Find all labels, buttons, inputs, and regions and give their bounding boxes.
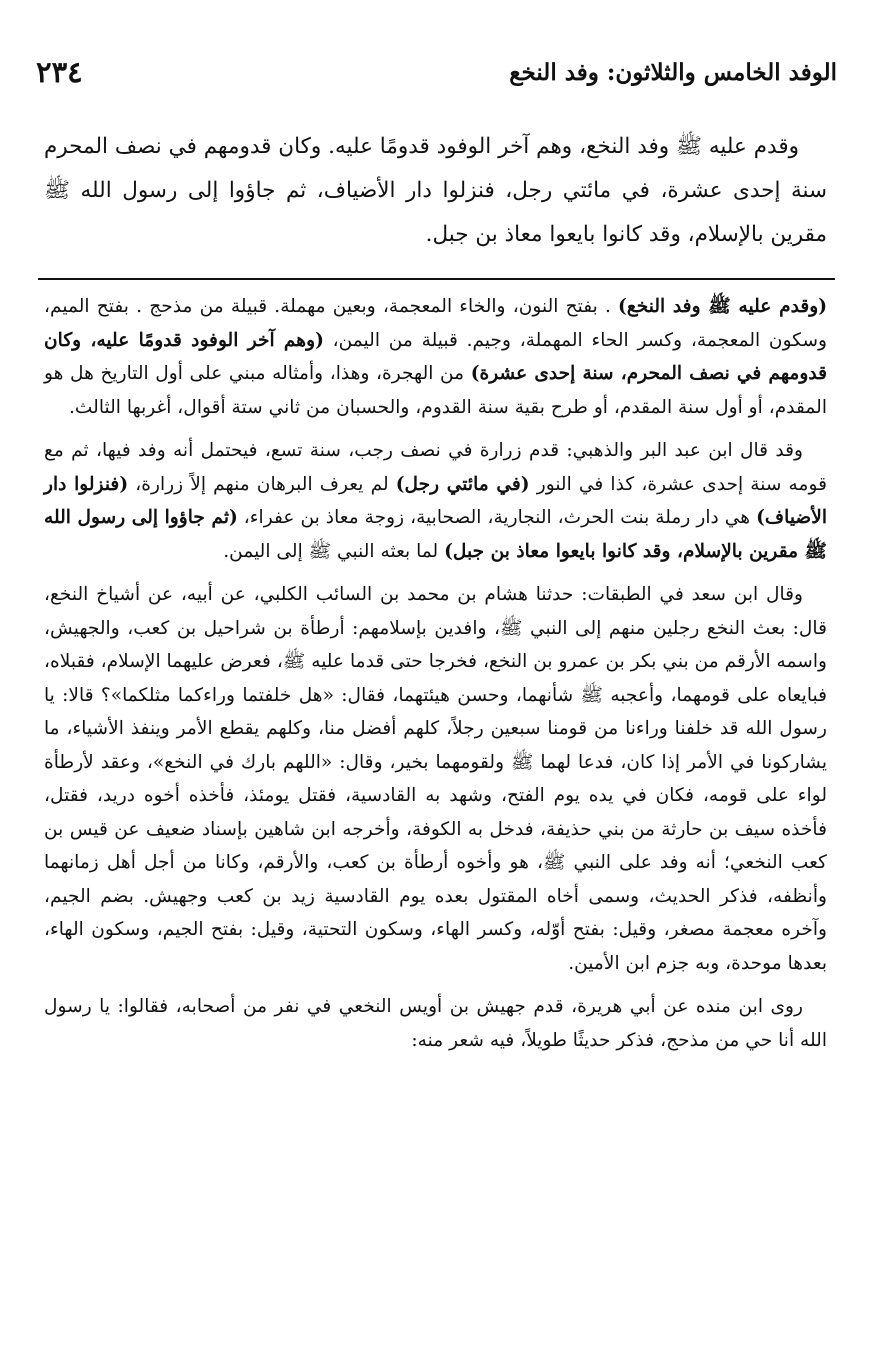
quoted-phrase: (في مائتي رجل): [395, 473, 530, 495]
main-text: [44, 125, 827, 257]
commentary-text: لم يعرف البرهان منهم إلاً زرارة،: [128, 473, 396, 495]
commentary-paragraph-4: روى ابن منده عن أبي هريرة، قدم جهيش بن أويس النخعي في نفر من أصحابه، فقالوا: يا رسول الله أنا حي من مذحج، فذكر حديثًا طويلاً، فيه شعر منه:: [44, 996, 827, 1051]
commentary-text: . بفتح النون، والخاء المعجمة، وبعين مهملة. قبيلة من مذحج . بفتح الميم، وسكون المعجمة، وكسر الحاء المهملة، وجيم. قبيلة من اليمن،: [44, 296, 827, 351]
commentary: [44, 290, 827, 1067]
quoted-phrase: (فنزلوا دار الأضياف): [44, 473, 827, 528]
quoted-phrase: (وهم آخر الوفود قدومًا عليه، وكان قدومهم في نصف المحرم، سنة إحدى عشرة): [44, 329, 827, 384]
footnote-divider: [38, 278, 835, 280]
main-paragraph: وقدم عليه ﷺ وفد النخع، وهم آخر الوفود قدومًا عليه. وكان قدومهم في نصف المحرم سنة إحدى عشرة، في مائتي رجل، فنزلوا دار الأضياف، ثم جاؤوا إلى رسول الله ﷺ مقرين بالإسلام، وقد كانوا بايعوا معاذ بن جبل.: [44, 134, 827, 247]
commentary-paragraph-1: [44, 290, 827, 424]
quoted-phrase: (ثم جاؤوا إلى رسول الله ﷺ مقرين بالإسلام، وقد كانوا بايعوا معاذ بن جبل): [44, 507, 827, 562]
page-number: ٢٣٤: [36, 55, 83, 89]
running-title: الوفد الخامس والثلاثون: وفد النخع: [509, 58, 837, 86]
commentary-text: من الهجرة، وهذا، وأمثاله مبني على أول التاريخ هل هو المقدم، أو أول سنة المقدم، أو طرح بقية سنة القدوم، والحسبان من ثاني ستة أقوال، أغربها الثالث.: [44, 363, 827, 418]
commentary-paragraph-3: وقال ابن سعد في الطبقات: حدثنا هشام بن محمد بن السائب الكلبي، عن أبيه، عن أشياخ النخع، قال: بعث النخع رجلين منهم إلى النبي ﷺ، وافدين بإسلامهم: أرطأة بن شراحيل بن كعب، والجهيش، واسمه الأرقم من بني بكر بن عمرو بن النخع، فخرجا حتى قدما عليه ﷺ، فعرض عليهما الإسلام، فقبلاه، فبايعاه على قومهما، وأعجبه ﷺ شأنهما، وحسن هيئتهما، فقال: «هل خلفتما وراءكما مثلكما»؟ قالا: يا رسول الله قد خلفنا وراءنا من قومنا سبعين رجلاً، كلهم أفضل منا، وكلهم يقطع الأمر وينفذ الأشياء، ما يشاركونا في الأمر إذا كان، فدعا لهما ﷺ ولقومهما بخير، وقال: «اللهم بارك في النخع»، وعقد لأرطأة لواء على قومه، فكان في يده يوم الفتح، وشهد به القادسية، فقتل يومئذ، فأخذه أخوه دريد، فقتل، فأخذه سيف بن حارثة من بني حذيفة، فدخل به الكوفة، وأخرجه ابن شاهين بإسناد ضعيف عن قيس بن كعب النخعي؛ أنه وفد على النبي ﷺ، هو وأخوه أرطأة بن كعب، والأرقم، وكانا من أجل أهل زمانهما وأنظفه، فذكر الحديث، وسمى أخاه المقتول بعده يوم القادسية زيد بن كعب وجهيش. بضم الجيم، وآخره معجمة مصغر، وقيل: بفتح أوّله، وكسر الهاء، وسكون التحتية، وقيل: بفتح الجيم، وسكون الهاء، بعدها موحدة، وبه جزم ابن الأمين.: [44, 584, 827, 974]
page-header: [36, 52, 837, 92]
quoted-phrase: (وقدم عليه ﷺ وفد النخع): [618, 296, 827, 317]
commentary-text: هي دار رملة بنت الحرث، النجارية، الصحابية، زوجة معاذ بن عفراء،: [237, 507, 757, 528]
commentary-paragraph-2: [44, 434, 827, 568]
commentary-text: لما بعثه النبي ﷺ إلى اليمن.: [223, 540, 445, 562]
commentary-text: وقد قال ابن عبد البر والذهبي: قدم زرارة في نصف رجب، سنة تسع، فيحتمل أنه وفد فيها، ثم مع قومه سنة إحدى عشرة، كذا في النور: [44, 440, 827, 495]
